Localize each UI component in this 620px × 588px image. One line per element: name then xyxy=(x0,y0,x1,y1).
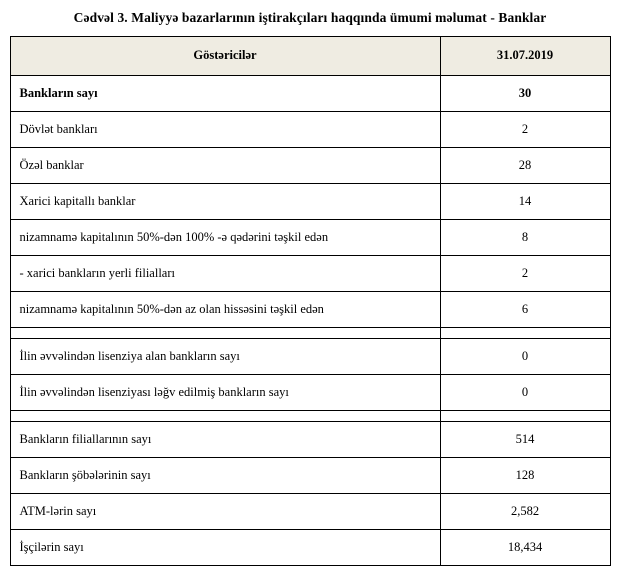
table-row xyxy=(10,255,610,291)
table-spacer-row xyxy=(10,327,610,338)
row-label: İşçilərin sayı xyxy=(10,529,440,565)
table-row xyxy=(10,374,610,410)
spacer-cell xyxy=(440,410,610,421)
table-row xyxy=(10,219,610,255)
table-header-row xyxy=(10,36,610,75)
row-value: 8 xyxy=(440,219,610,255)
table-row xyxy=(10,457,610,493)
row-label: Özəl banklar xyxy=(10,147,440,183)
row-label: İlin əvvəlindən lisenziyası ləğv edilmiş bankların sayı xyxy=(10,374,440,410)
page-title: Cədvəl 3. Maliyyə bazarlarının iştirakçıları haqqında ümumi məlumat - Banklar xyxy=(73,10,547,25)
row-label: nizamnamə kapitalının 50%-dən az olan hissəsini təşkil edən xyxy=(10,291,440,327)
row-label: Bankların filiallarının sayı xyxy=(10,421,440,457)
table-row xyxy=(10,75,610,111)
row-value: 2 xyxy=(440,255,610,291)
banks-summary-table xyxy=(10,36,611,566)
table-spacer-row xyxy=(10,410,610,421)
table-row xyxy=(10,493,610,529)
spacer-cell xyxy=(10,327,440,338)
row-value: 2,582 xyxy=(440,493,610,529)
row-value: 128 xyxy=(440,457,610,493)
row-value: 30 xyxy=(440,75,610,111)
table-row xyxy=(10,111,610,147)
row-value: 6 xyxy=(440,291,610,327)
table-body xyxy=(10,75,610,565)
column-header-indicators: Göstəricilər xyxy=(10,36,440,75)
row-value: 14 xyxy=(440,183,610,219)
table-header xyxy=(10,36,610,75)
row-label: Bankların şöbələrinin sayı xyxy=(10,457,440,493)
row-label: Dövlət bankları xyxy=(10,111,440,147)
row-value: 28 xyxy=(440,147,610,183)
table-row xyxy=(10,529,610,565)
spacer-cell xyxy=(440,327,610,338)
row-value: 0 xyxy=(440,338,610,374)
table-row xyxy=(10,338,610,374)
row-value: 0 xyxy=(440,374,610,410)
table-row xyxy=(10,183,610,219)
row-value: 18,434 xyxy=(440,529,610,565)
row-value: 2 xyxy=(440,111,610,147)
column-header-date: 31.07.2019 xyxy=(440,36,610,75)
row-label: nizamnamə kapitalının 50%-dən 100% -ə qədərini təşkil edən xyxy=(10,219,440,255)
table-row xyxy=(10,421,610,457)
row-label: Xarici kapitallı banklar xyxy=(10,183,440,219)
table-row xyxy=(10,147,610,183)
row-label: - xarici bankların yerli filialları xyxy=(10,255,440,291)
row-label: ATM-lərin sayı xyxy=(10,493,440,529)
row-label: Bankların sayı xyxy=(10,75,440,111)
table-row xyxy=(10,291,610,327)
row-label: İlin əvvəlindən lisenziya alan bankların sayı xyxy=(10,338,440,374)
spacer-cell xyxy=(10,410,440,421)
row-value: 514 xyxy=(440,421,610,457)
